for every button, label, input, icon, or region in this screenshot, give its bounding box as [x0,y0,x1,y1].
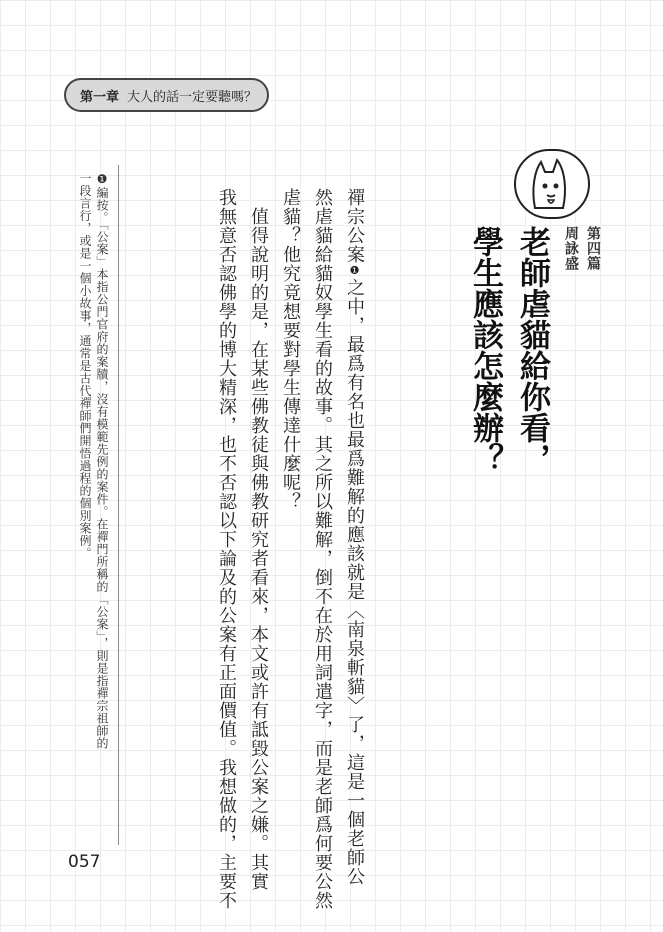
article-title-line-1: 老師虐貓給你看， [514,226,550,474]
body-text [205,188,370,910]
body-line: 然虐貓給貓奴學生看的故事。其之所以難解，倒不在於用詞遣字，而是老師爲何要公然 [312,188,333,910]
body-line-part: 禪宗公案 [344,188,365,264]
article-subtitle [560,226,604,271]
chapter-title: 大人的話一定要聽嗎？ [127,89,258,105]
body-line: 我無意否認佛學的博大精深，也不否認以下論及的公案有正面價值。我想做的，主要不 [216,188,237,910]
dog-mascot-icon [501,148,593,220]
page-number: 057 [68,852,101,872]
footnote-marker: ❶ [348,264,361,278]
footnote [58,172,110,832]
article-title-line-2: 學生應該怎麼辦？ [467,226,503,474]
chapter-banner [64,78,269,112]
chapter-number: 第一章 [80,89,120,105]
body-line: 虐貓？他究竟想要對學生傳達什麼呢？ [280,188,301,511]
body-line: 值得說明的是，在某些佛教徒與佛教研究者看來，本文或許有詆毀公案之嫌。其實 [248,188,269,891]
article-title [460,226,555,474]
article-title-block [452,148,601,568]
footnote-divider [118,165,119,845]
body-line-part: 之中，最爲有名也最爲難解的應該就是〈南泉斬貓〉了，這是一個老師公 [344,278,365,886]
body-line [338,188,370,886]
footnote-line: ❶編按。「公案」本指公門官府的案牘，沒有模範先例的案件。在禪門所稱的「公案」，則是指禪宗祖師的 [95,172,109,750]
section-label: 第四篇 [585,226,601,271]
footnote-line: 一段言行，或是一個小故事，通常是古代禪師們開悟過程的個別案例。 [78,172,92,560]
author-name: 周詠盛 [563,226,579,271]
